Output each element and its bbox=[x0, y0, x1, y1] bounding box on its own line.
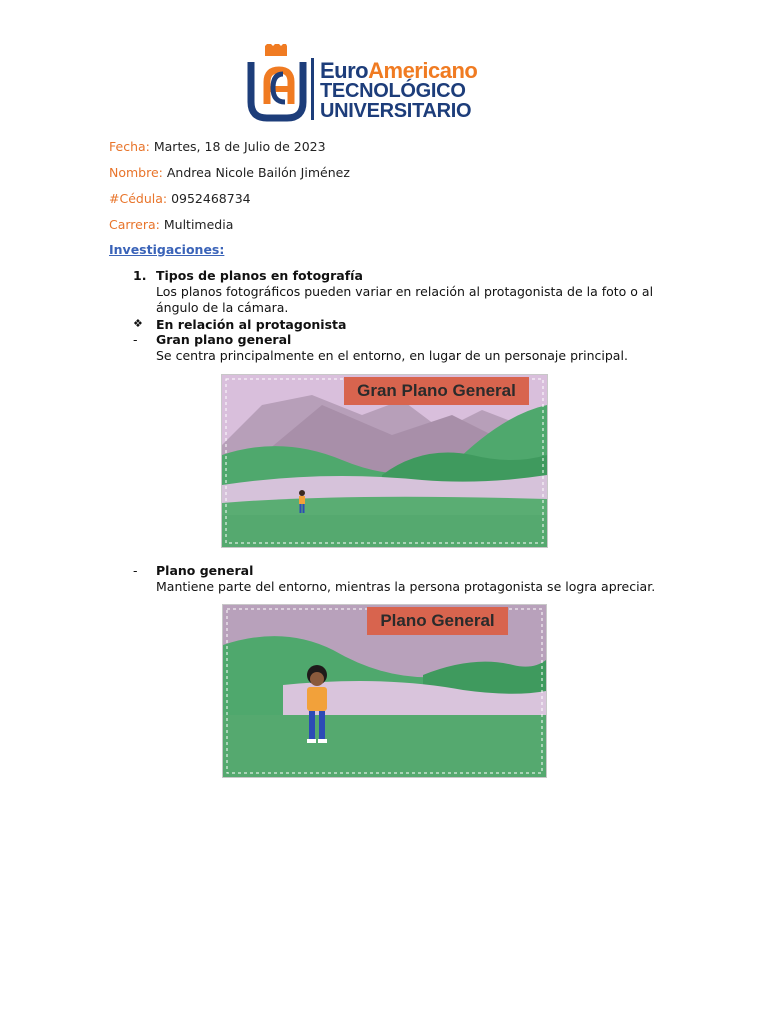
section-heading: Investigaciones: bbox=[109, 242, 225, 257]
extreme-long-shot-illustration bbox=[221, 374, 548, 548]
section-title: Tipos de planos en fotografía bbox=[156, 268, 363, 283]
section-desc-2: ángulo de la cámara. bbox=[156, 300, 289, 315]
logo-line-3: UNIVERSITARIO bbox=[320, 100, 472, 122]
item-title: Gran plano general bbox=[156, 332, 292, 347]
item-desc: Mantiene parte del entorno, mientras la persona protagonista se logra apreciar. bbox=[156, 579, 656, 594]
long-shot-illustration bbox=[222, 604, 547, 778]
section-desc-1: Los planos fotográficos pueden variar en relación al protagonista de la foto o al bbox=[156, 284, 654, 299]
item-title: Plano general bbox=[156, 563, 254, 578]
image-title-badge: Plano General bbox=[367, 607, 508, 635]
dash-marker: - bbox=[133, 563, 138, 578]
item-desc: Se centra principalmente en el entorno, en lugar de un personaje principal. bbox=[156, 348, 628, 363]
logo-line-2: TECNOLÓGICO bbox=[320, 80, 466, 102]
image-title-badge: Gran Plano General bbox=[344, 377, 529, 405]
bullet-icon: ❖ bbox=[133, 317, 143, 330]
name-field: Nombre: Andrea Nicole Bailón Jiménez bbox=[109, 165, 350, 180]
career-field: Carrera: Multimedia bbox=[109, 217, 234, 232]
dash-marker: - bbox=[133, 332, 138, 347]
university-logo bbox=[243, 44, 523, 124]
subsection-title: En relación al protagonista bbox=[156, 317, 347, 332]
id-field: #Cédula: 0952468734 bbox=[109, 191, 251, 206]
logo-line-1: EuroAmericano bbox=[320, 58, 478, 83]
date-field: Fecha: Martes, 18 de Julio de 2023 bbox=[109, 139, 326, 154]
logo-emblem-icon bbox=[243, 44, 311, 124]
list-number: 1. bbox=[133, 268, 147, 283]
